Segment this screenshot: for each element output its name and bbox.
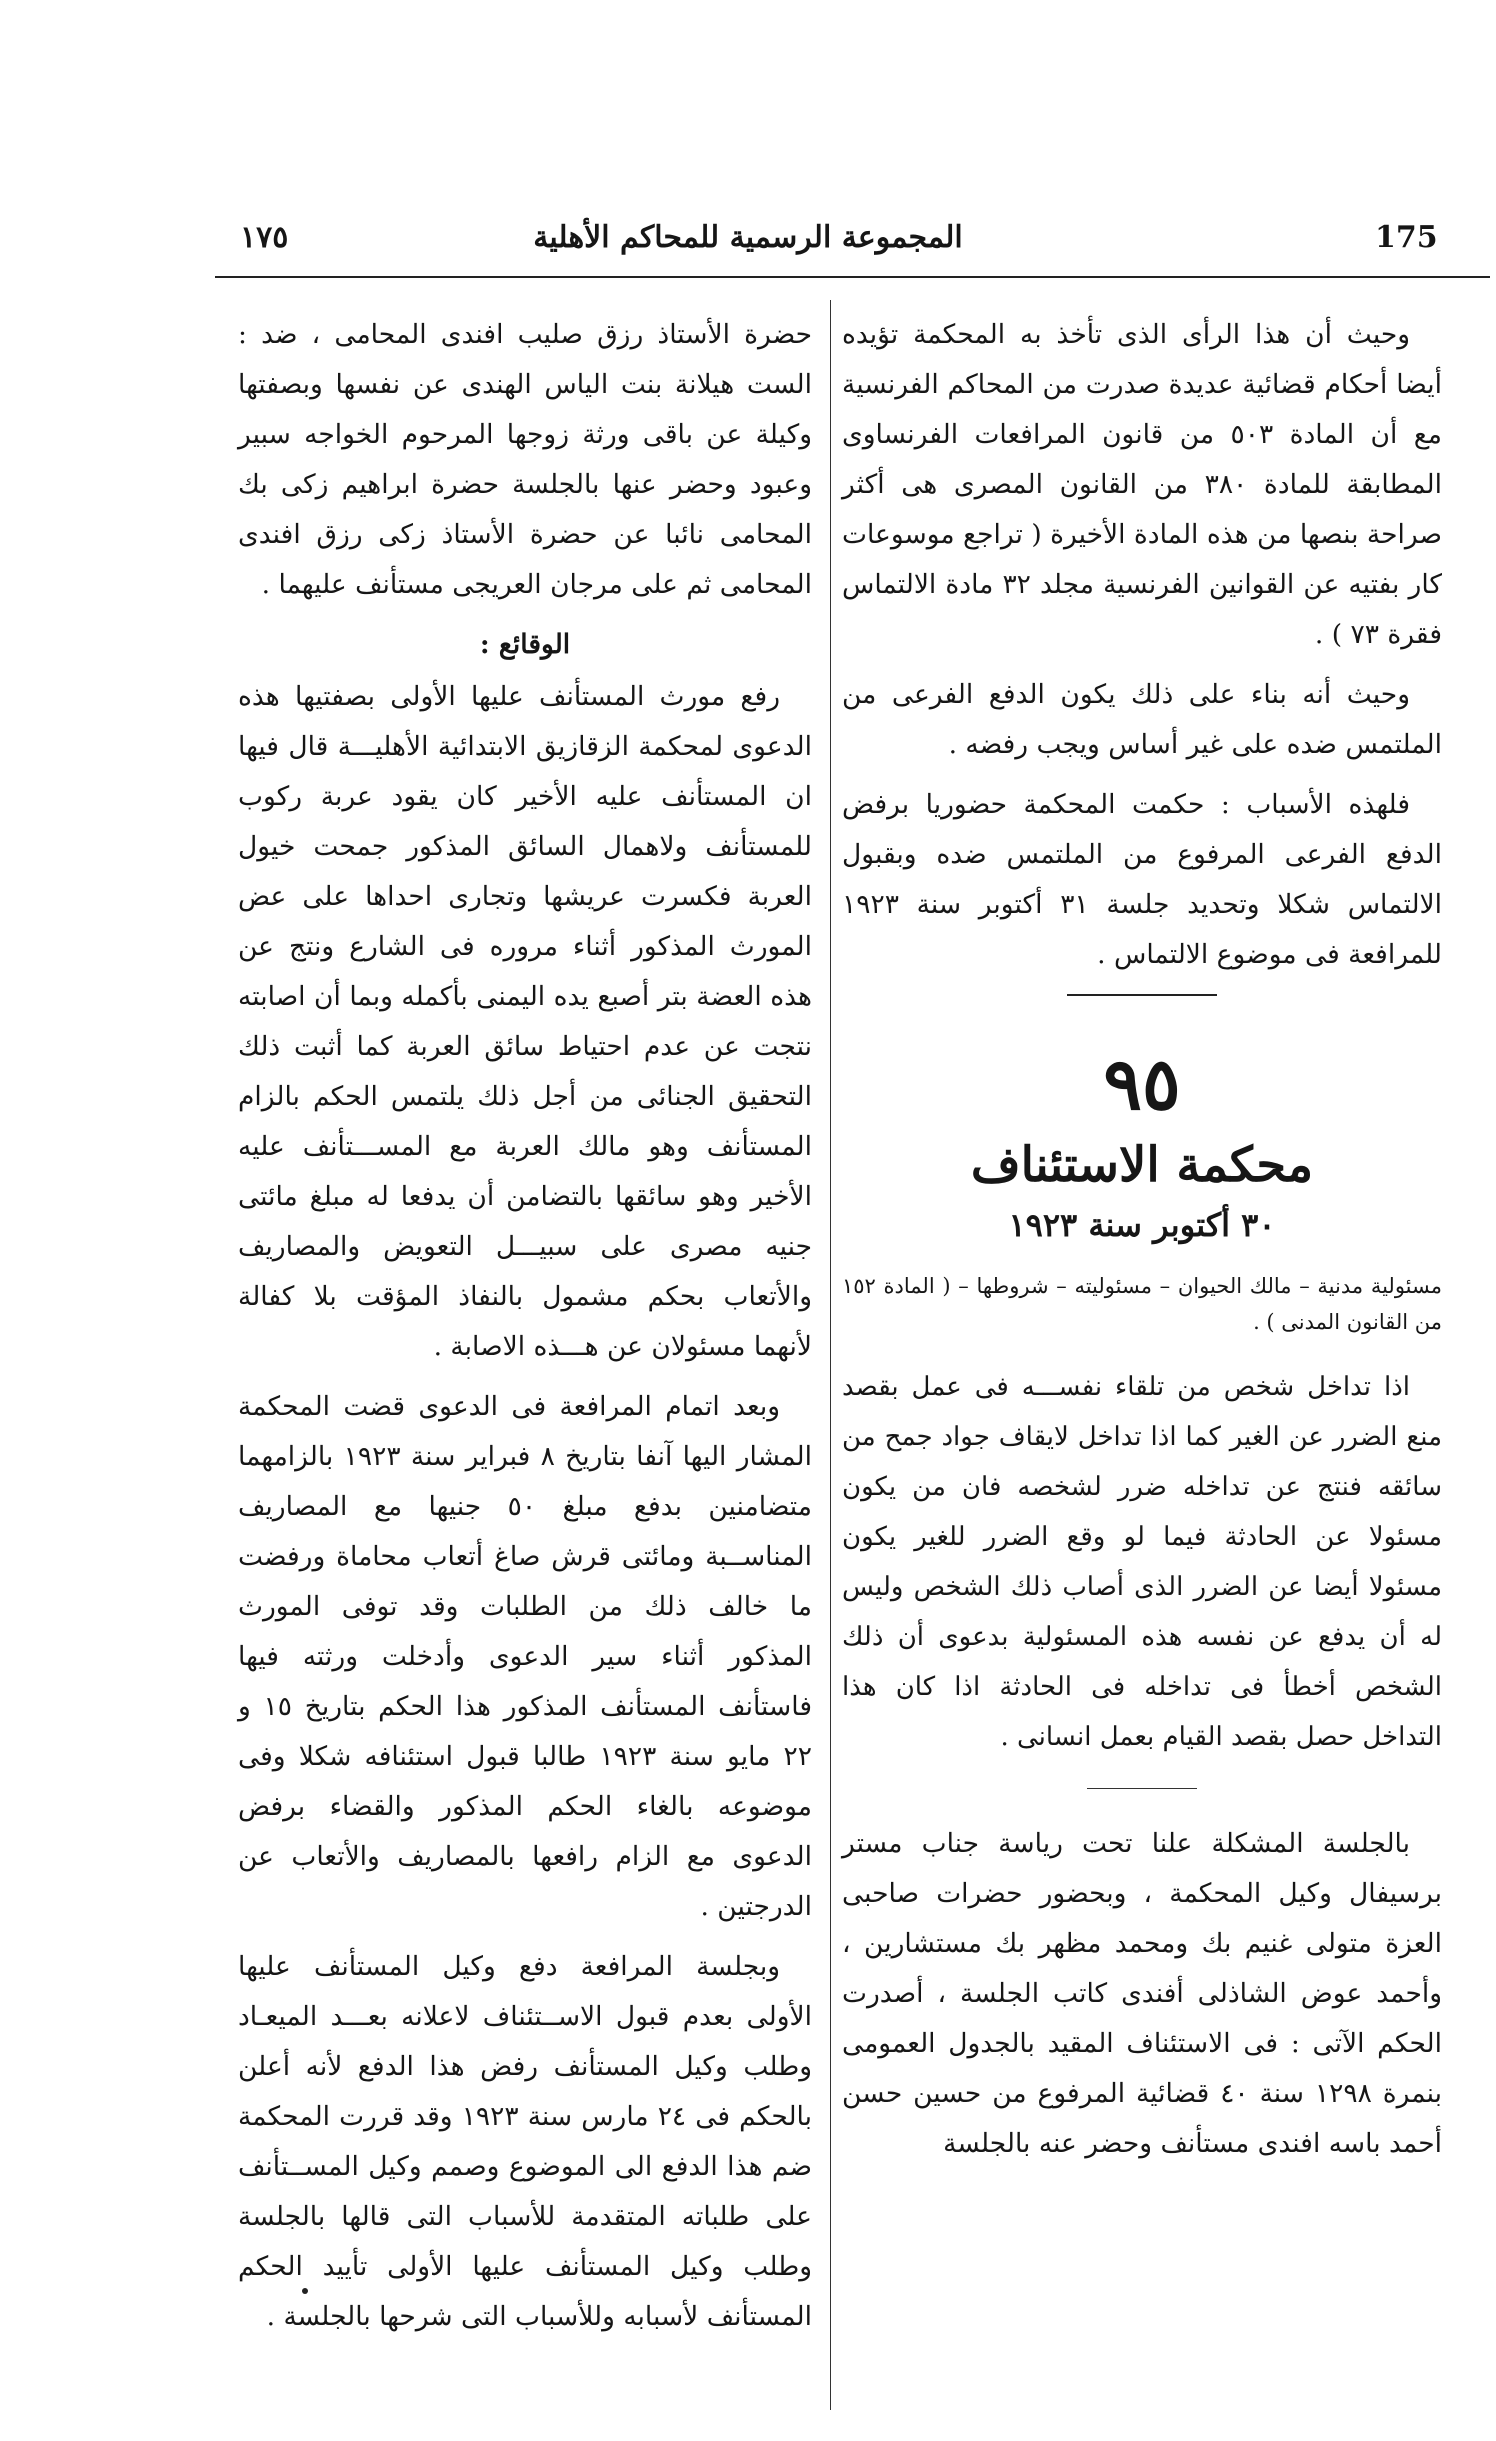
- left-column: [238, 310, 812, 2352]
- section-rule: [1067, 994, 1217, 996]
- running-title: المجموعة الرسمية للمحاكم الأهلية: [533, 220, 963, 255]
- court-name: محكمة الاستئناف: [970, 1137, 1314, 1193]
- ink-mark: [302, 2288, 308, 2294]
- session-paragraph: بالجلسة المشكلة علنا تحت رياسة جناب مستر برسيفال وكيل المحكمة ، وبحضور حضرات صاحبى العزة متولى غنيم بك ومحمد مظهر بك مستشارين ، وأحمد عوض الشاذلى أفندى كاتب الجلسة ، أصدرت الحكم الآتى : فى الاستئناف المقيد بالجدول العمومى بنمرة ١٢٩٨ سنة ٤٠ قضائية المرفوع من حسين حسن أحمد باسه افندى مستأنف وحضر عنه بالجلسة: [842, 1828, 1442, 2159]
- paragraph: وبجلسة المرافعة دفع وكيل المستأنف عليها الأولى بعدم قبول الاســتئناف لاعلانه بعـــد الميعـاد وطلب وكيل المستأنف رفض هذا الدفع لأنه أعلن بالحكم فى ٢٤ مارس سنة ١٩٢٣ وقد قررت المحكمة ضم هذا الدفع الى الموضوع وصمم وكيل المســتأنف على طلباته المتقدمة للأسباب التى قالها بالجلسة وطلب وكيل المستأنف عليها الأولى تأييد الحكم المستأنف لأسبابه وللأسباب التى شرحها بالجلسة .: [238, 1951, 812, 2332]
- column-divider: [830, 300, 831, 2410]
- case-number: ٩٥: [1103, 1041, 1181, 1126]
- keywords: مسئولية مدنية – مالك الحيوان – مسئوليته – شروطها – ( المادة ١٥٢ من القانون المدنى ) .: [842, 1274, 1442, 1334]
- paragraph: وحيث أنه بناء على ذلك يكون الدفع الفرعى من الملتمس ضده على غير أساس ويجب رفضه .: [842, 679, 1442, 760]
- paragraph: رفع مورث المستأنف عليها الأولى بصفتيها هذه الدعوى لمحكمة الزقازيق الابتدائية الأهليـــة قال فيها ان المستأنف عليه الأخير كان يقود عربة ركوب للمستأنف ولاهمال السائق المذكور جمحت خيول العربة فكسرت عريشها وتجارى احداها على عض المورث المذكور أثناء مروره فى الشارع ونتج عن هذه العضة بتر أصبع يده اليمنى بأكمله وبما أن اصابته نتجت عن عدم احتياط سائق العربة كما أثبت ذلك التحقيق الجنائى من أجل ذلك يلتمس الحكم بالزام المستأنف وهو مالك العربة مع المســـتأنف عليه الأخير وهو سائقها بالتضامن أن يدفعا له مبلغ مائتى جنيه مصرى على سبيـــل التعويض والمصاريف والأتعاب بحكم مشمول بالنفاذ المؤقت بلا كفالة لأنهما مسئولان عن هـــذه الاصابة .: [238, 681, 812, 1362]
- right-column: [842, 310, 1442, 2179]
- page-number-latin: 175: [1375, 220, 1438, 255]
- paragraph: وحيث أن هذا الرأى الذى تأخذ به المحكمة تؤيده أيضا أحكام قضائية عديدة صدرت من المحاكم الفرنسية مع أن المادة ٥٠٣ من قانون المرافعات الفرنساوى المطابقة للمادة ٣٨٠ من القانون المصرى هى أكثر صراحة بنصها من هذه المادة الأخيرة ( تراجع موسوعات كار بفتيه عن القوانين الفرنسية مجلد ٣٢ مادة الالتماس فقرة ٧٣ ) .: [842, 319, 1443, 650]
- paragraph: وبعد اتمام المرافعة فى الدعوى قضت المحكمة المشار اليها آنفا بتاريخ ٨ فبراير سنة ١٩٢٣ بالزامهما متضامنين بدفع مبلغ ٥٠ جنيها مع المصاريف المناســبة ومائتى قرش صاغ أتعاب محاماة ورفضت ما خالف ذلك من الطلبات وقد توفى المورث المذكور أثناء سير الدعوى وأدخلت ورثته فيها فاستأنف المستأنف المذكور هذا الحكم بتاريخ ١٥ و ٢٢ مايو سنة ١٩٢٣ طالبا قبول استئنافه شكلا وفى موضوعه بالغاء الحكم المذكور والقضاء برفض الدعوى مع الزام رافعها بالمصاريف والأتعاب عن الدرجتين .: [238, 1391, 812, 1922]
- header-rule: [215, 276, 1490, 278]
- section-rule: [1087, 1788, 1197, 1789]
- paragraph: حضرة الأستاذ رزق صليب افندى المحامى ، ضد : الست هيلانة بنت الياس الهندى عن نفسها وبصفتها وكيلة عن باقى ورثة زوجها المرحوم الخواجه سبير وعبود وحضر عنها بالجلسة حضرة ابراهيم زكى بك المحامى نائبا عن حضرة الأستاذ زكى رزق افندى المحامى ثم على مرجان العريجى مستأنف عليهما .: [238, 319, 812, 600]
- case-summary: اذا تداخل شخص من تلقاء نفســـه فى عمل بقصد منع الضرر عن الغير كما اذا تداخل لايقاف جواد جمح من سائقه فنتج عن تداخله ضرر لشخصه فان من يكون مسئولا عن الحادثة فيما لو وقع الضرر للغير يكون مسئولا أيضا عن الضرر الذى أصاب ذلك الشخص وليس له أن يدفع عن نفسه هذه المسئولية بدعوى أن ذلك الشخص أخطأ فى تداخله فى الحادثة اذا كان هذا التداخل حصل بقصد القيام بعمل انسانى .: [842, 1372, 1442, 1752]
- paragraph: فلهذه الأسباب : حكمت المحكمة حضوريا برفض الدفع الفرعى المرفوع من الملتمس ضده وبقبول الالتماس شكلا وتحديد جلسة ٣١ أكتوبر سنة ١٩٢٣ للمرافعة فى موضوع الالتماس .: [842, 789, 1442, 970]
- case-date: ٣٠ أكتوبر سنة ١٩٢٣: [1008, 1206, 1276, 1244]
- page-number-arabic: ١٧٥: [240, 220, 289, 255]
- facts-heading: الوقائع :: [479, 629, 571, 660]
